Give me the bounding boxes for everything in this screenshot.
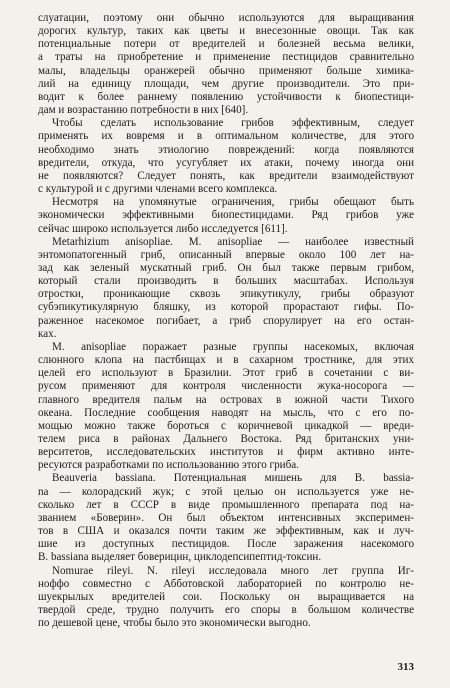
text-line: верситетов, исследовательских институтов и фирм активно инте- [38,446,415,459]
text-line: слюнного клопа на пастбищах и в сахарном тростнике, для этих [38,354,414,367]
paragraph-beauveria [38,472,414,564]
text-line: экономически эффективными биопестицидами. Ряд грибов уже [38,209,414,222]
text-line: дорогих культур, таких как цветы и внесезонные овощи. Так как [38,25,415,38]
text-line: водит к более раннему появлению устойчивости к биопестици- [38,90,415,103]
text-line: ках. [38,327,57,340]
text-line: сколько лет в СССР в виде промышленного препарата под на- [38,498,414,511]
text-line: Чтобы сделать использование грибов эффективным, следует [52,117,414,130]
paragraph-1 [38,12,414,117]
paragraph-nomurae [38,565,414,631]
text-line: лий на единицу площади, чем другие производители. Это при- [38,77,415,90]
text-line: дам и возрастанию потребности в них [640]. [38,104,249,117]
text-line: целей его используют в Бразилии. Этот гриб в сочетании с ви- [38,367,414,380]
text-line: шие из доступных пестицидов. После заражения насекомого [38,538,414,551]
text-line: слуатации, поэтому они обычно используются для выращивания [38,12,414,24]
paragraph-2 [38,117,414,196]
text-line: званием «Боверин». Он был объектом интенсивных эксперимен- [38,511,414,524]
text-line: потенциальные потери от вредителей и болезней весьма велики, [38,38,414,51]
text-line: а траты на приобретение и применение пестицидов сравнительно [38,51,414,64]
text-line: раженное насекомое погибает, а гриб спорулирует на его остан- [38,314,415,327]
text-line: шуекрылых вредителей сои. Поскольку он выращивается на [38,590,414,603]
text-line: главного вредителя пальм на островах в южной части Тихого [38,393,415,406]
text-line: отростки, проникающие сквозь эпикутикулу, грибы образуют [38,288,414,301]
text-line: Несмотря на упомянутые ограничения, грибы обещают быть [52,196,414,209]
text-line: русом применяют для контроля численности жука-носорога — [38,380,414,393]
text-line: субэпикутикулярную бляшку, из которой прорастают гифы. По- [38,301,414,314]
page-number: 313 [397,661,414,673]
text-line: телем риса в районах Дальнего Востока. Ряд британских уни- [38,433,414,445]
text-line: B. bassiana выделяет боверицин, циклодепсипептид-токсин. [38,551,322,564]
text-line: M. anisopliae поражает разные группы насекомых, включая [52,340,414,353]
text-line: с культурой и с другими членами всего комплекса. [38,183,278,196]
text-line: мощью можно также бороться с коричневой цикадкой — вреди- [38,419,414,432]
text-line: вредители, откуда, что усугубляет их атаки, почему иногда они [38,156,415,169]
text-line: необходимо знать этиологию повреждений: когда появляются [38,143,414,156]
text-line: na — колорадский жук; с этой целью он используется уже не- [38,485,414,498]
text-line: применять их вовремя и в оптимальном количестве, для этого [38,130,415,143]
text-line: который стали производить в больших масштабах. Используя [38,275,414,288]
paragraph-anisopliae [38,341,414,473]
text-line: энтомопатогенный гриб, описанный впервые около 100 лет на- [38,248,414,261]
text-line: океана. Последние сообщения наводят на мысль, что с его по- [38,406,414,419]
text-line: Metarhizium anisopliae. M. anisopliae — наиболее известный [52,235,414,248]
text-line: Nomurae rileyi. N. rileyi исследовала много лет группа Иг- [52,564,414,577]
text-line: не появляются? Следует понять, как вредители взаимодействуют [38,169,415,182]
text-line: твердой среде, трудно получить его споры в большом количестве [38,604,415,617]
text-line: тов в США и оказался почти таким же эффективным, как и луч- [38,525,414,538]
text-line: малы, владельцы оранжерей обычно применяют больше химика- [38,64,414,77]
text-line: ноффо совместно с Абботовской лабораторией по контролю не- [38,577,414,590]
text-line: Beauveria bassiana. Потенциальная мишень для B. bassia- [52,472,414,485]
paragraph-3 [38,196,414,235]
text-line: ресуются разработками по использованию этого гриба. [38,459,299,472]
text-line: зад как зеленый мускатный гриб. Он был также первым грибом, [38,261,414,274]
text-line: сейчас широко используется либо исследуется [611]. [38,222,288,235]
text-line: по дешевой цене, чтобы было это экономически выгодно. [38,617,311,630]
paragraph-metarhizium [38,236,414,341]
